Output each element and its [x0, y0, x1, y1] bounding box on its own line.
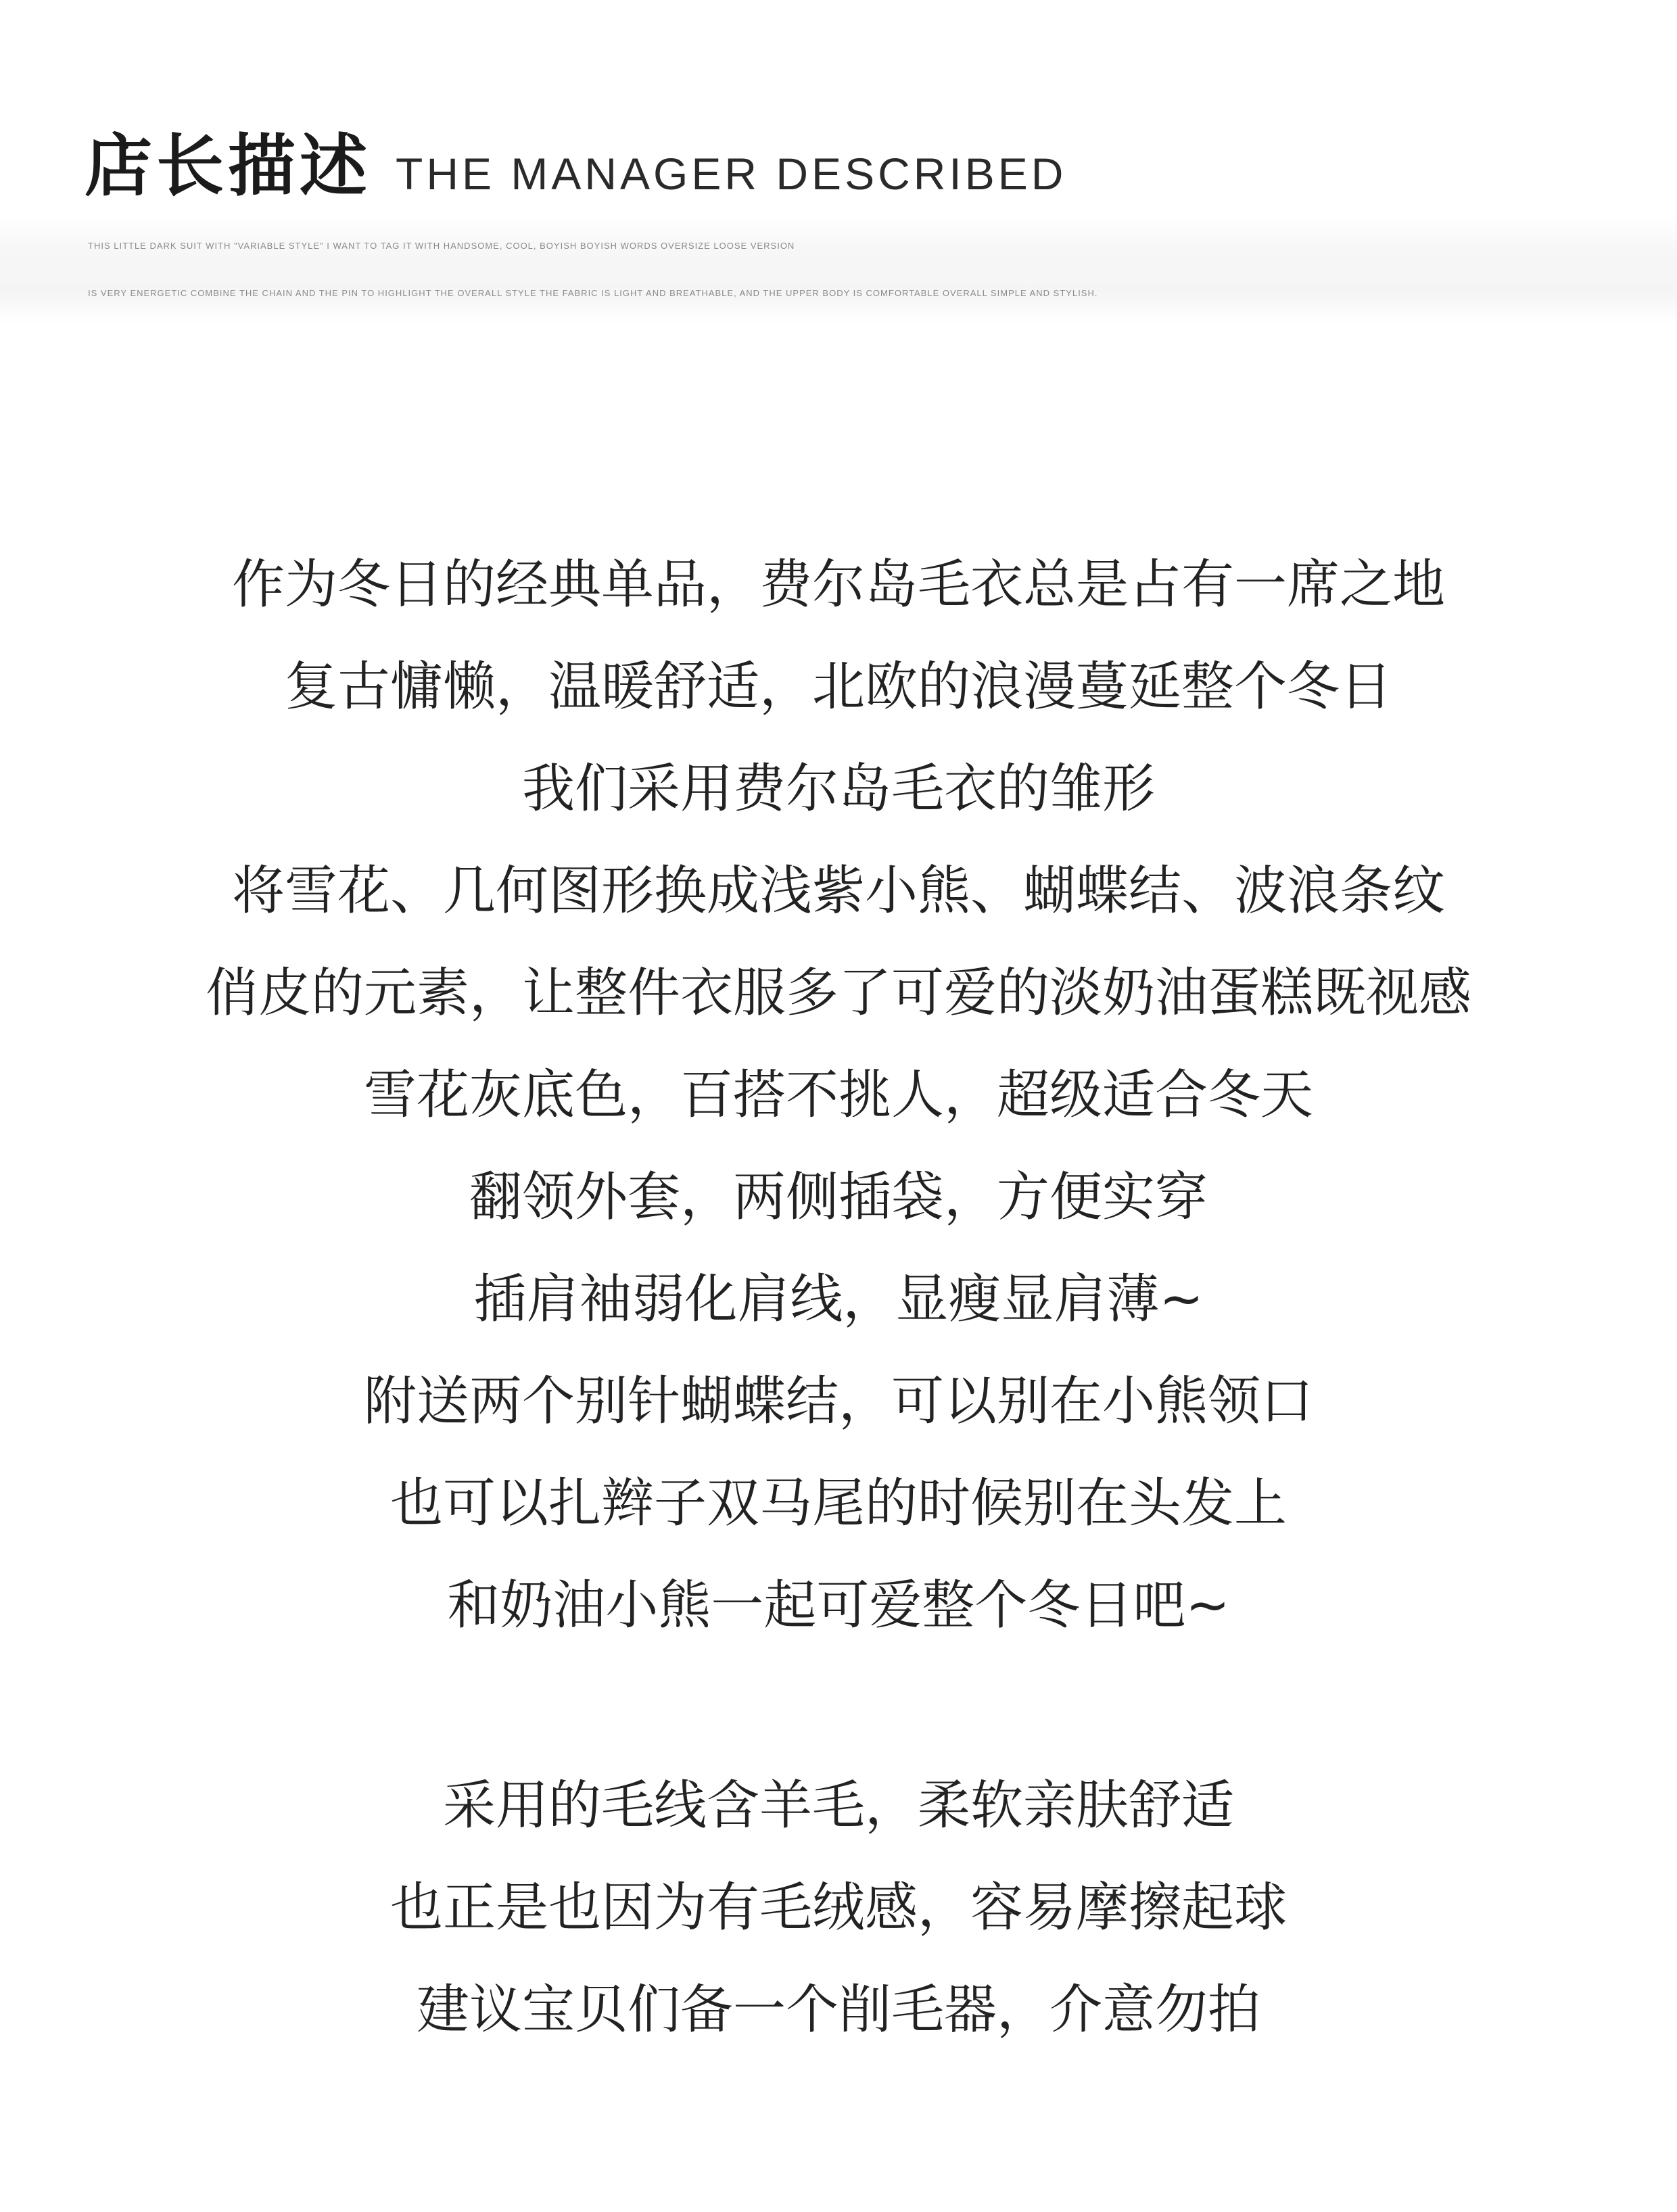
description-line: 我们采用费尔岛毛衣的雏形	[521, 759, 1155, 819]
description-body	[0, 534, 1677, 2061]
description-line: 复古慵懒，温暖舒适，北欧的浪漫蔓延整个冬日	[284, 656, 1392, 717]
description-line: 作为冬日的经典单品，费尔岛毛衣总是占有一席之地	[231, 554, 1445, 615]
description-line: 俏皮的元素，让整件衣服多了可爱的淡奶油蛋糕既视感	[205, 963, 1471, 1024]
description-line: 插肩袖弱化肩线，显瘦显肩薄~	[473, 1269, 1204, 1330]
description-line: 建议宝贝们备一个削毛器，介意勿拍	[416, 1979, 1260, 2040]
section-title-chinese: 店长描述	[85, 126, 371, 206]
description-line: 翻领外套，两侧插袋，方便实穿	[469, 1167, 1208, 1228]
description-line: 也可以扎辫子双马尾的时候别在头发上	[389, 1473, 1287, 1534]
description-line: 也正是也因为有毛绒感，容易摩擦起球	[389, 1877, 1287, 1938]
description-line: 和奶油小熊一起可爱整个冬日吧~	[447, 1575, 1230, 1636]
description-line: 附送两个别针蝴蝶结，可以别在小熊领口	[363, 1371, 1313, 1432]
fine-print-band	[0, 216, 1677, 324]
section-title-english: THE MANAGER DESCRIBED	[396, 149, 1067, 199]
description-line: 采用的毛线含羊毛，柔软亲肤舒适	[442, 1775, 1234, 1836]
description-line: 将雪花、几何图形换成浅紫小熊、蝴蝶结、波浪条纹	[231, 861, 1445, 921]
fine-print-line-1: THIS LITTLE DARK SUIT WITH "VARIABLE STYLE" I WANT TO TAG IT WITH HANDSOME, COOL, BOYISH BOYISH WORDS OVERSIZE LOOSE VERSION	[88, 241, 795, 251]
fine-print-line-2: IS VERY ENERGETIC COMBINE THE CHAIN AND THE PIN TO HIGHLIGHT THE OVERALL STYLE THE FABRIC IS LIGHT AND BREATHABLE, AND THE UPPER BODY IS COMFORTABLE OVERALL SIMPLE AND STYLISH.	[88, 288, 1098, 298]
section-header	[85, 112, 1066, 206]
description-paragraph-1	[0, 534, 1677, 1657]
description-paragraph-2	[0, 1755, 1677, 2061]
description-line: 雪花灰底色，百搭不挑人，超级适合冬天	[363, 1065, 1313, 1126]
